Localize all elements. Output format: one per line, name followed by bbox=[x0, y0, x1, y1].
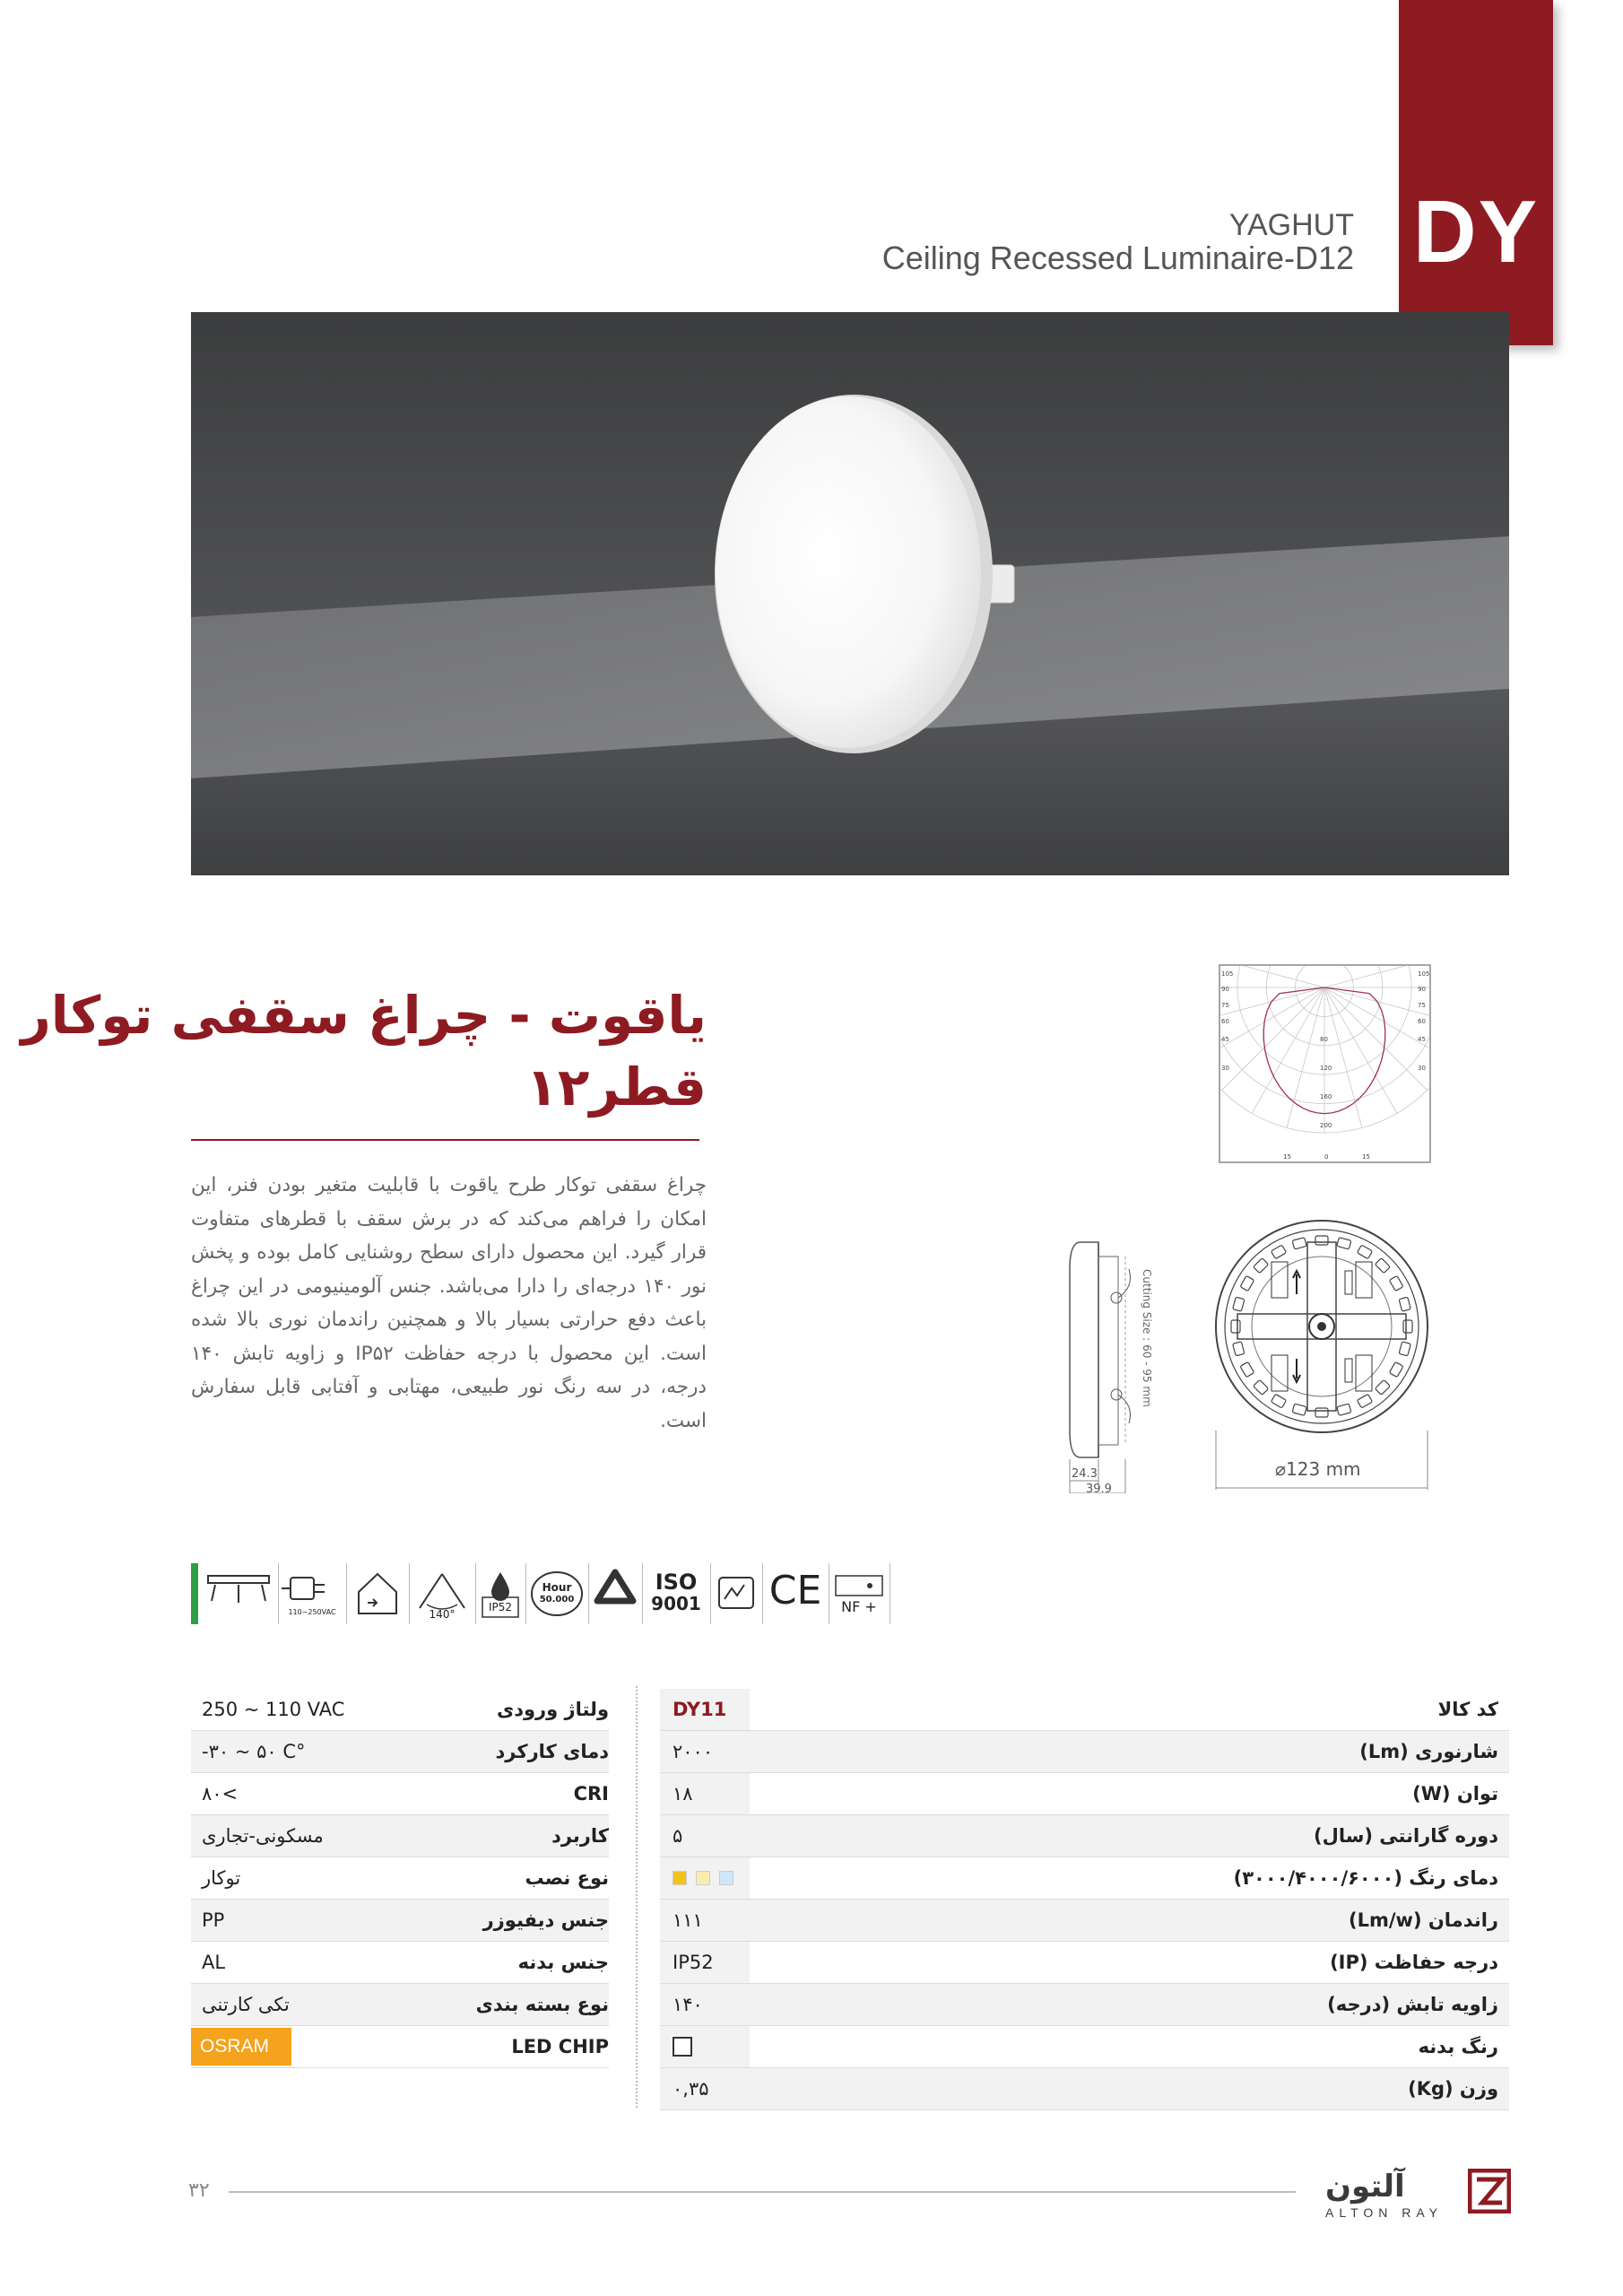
color-temp-swatch bbox=[673, 1871, 687, 1885]
icon-caption: 110~250VAC bbox=[288, 1608, 336, 1616]
icons-accent-bar bbox=[191, 1563, 198, 1624]
spec-value: AL bbox=[202, 1952, 226, 1973]
spec-value: -۳۰ ~ ۵۰ C° bbox=[202, 1741, 306, 1762]
color-temp-swatch bbox=[719, 1871, 733, 1885]
polar-angle-label: 60 bbox=[1418, 1018, 1426, 1025]
rim-slot bbox=[1357, 1394, 1372, 1408]
polar-angle-label: 0 bbox=[1324, 1153, 1329, 1161]
spec-row bbox=[191, 1900, 609, 1942]
spec-value: ۱۴۰ bbox=[673, 1994, 703, 2015]
spec-label: دمای رنگ (۳۰۰۰/۴۰۰۰/۶۰۰۰) bbox=[1233, 1867, 1498, 1889]
rim-slot bbox=[1240, 1361, 1254, 1377]
spec-row bbox=[660, 1689, 1509, 1731]
spec-label: CRI bbox=[573, 1783, 609, 1805]
spec-label: نوع بسته بندی bbox=[475, 1994, 609, 2015]
spec-label: دوره گارانتی (سال) bbox=[1314, 1825, 1498, 1847]
spec-row bbox=[660, 1984, 1509, 2026]
national-standard-icon bbox=[710, 1563, 763, 1624]
rim-slot bbox=[1389, 1361, 1403, 1377]
rim-slot bbox=[1357, 1245, 1372, 1259]
rim-slot bbox=[1337, 1238, 1351, 1249]
spec-value: 250 ~ 110 VAC bbox=[202, 1699, 345, 1720]
spec-label: ولتاژ ورودی bbox=[496, 1699, 609, 1720]
spec-row bbox=[660, 1857, 1509, 1900]
rim-slot bbox=[1292, 1404, 1306, 1415]
rim-slot bbox=[1292, 1238, 1306, 1249]
product-name: YAGHUT bbox=[1228, 208, 1354, 242]
polar-radial-label: 160 bbox=[1320, 1093, 1332, 1100]
table-divider bbox=[636, 1686, 638, 2108]
spec-row bbox=[191, 1857, 609, 1900]
polar-angle-label: 15 bbox=[1362, 1153, 1370, 1161]
spec-value: PP bbox=[202, 1909, 225, 1931]
brand-logo-icon bbox=[1468, 2169, 1511, 2213]
spec-value: DY11 bbox=[673, 1699, 727, 1720]
page-number: ۳۲ bbox=[188, 2179, 210, 2202]
dim-depth-1: 24.3 bbox=[1072, 1467, 1098, 1481]
title-underline bbox=[191, 1139, 699, 1141]
spec-value: ۸۰< bbox=[202, 1783, 239, 1805]
spec-value: ۱۸ bbox=[673, 1783, 693, 1805]
spec-row bbox=[191, 1815, 609, 1857]
spec-label: کد کالا bbox=[1437, 1699, 1498, 1720]
beam-angle-icon bbox=[409, 1563, 476, 1624]
title-line-1: یاقوت - چراغ سقفی توکار bbox=[21, 985, 707, 1046]
ce-mark-icon bbox=[762, 1563, 829, 1624]
spec-label: توان (W) bbox=[1412, 1783, 1498, 1805]
polar-angle-label: 90 bbox=[1221, 986, 1229, 993]
spec-label: جنس دیفیوزر bbox=[482, 1909, 609, 1931]
polar-radial-label: 120 bbox=[1320, 1065, 1332, 1072]
spec-row bbox=[191, 1984, 609, 2026]
rim-slot bbox=[1271, 1245, 1286, 1259]
polar-angle-label: 45 bbox=[1221, 1036, 1229, 1043]
spec-value: ۵ bbox=[673, 1825, 683, 1847]
top-view-drawing bbox=[1211, 1215, 1433, 1493]
polar-radial-label: 200 bbox=[1320, 1122, 1332, 1129]
polar-radial-label: 80 bbox=[1320, 1036, 1328, 1043]
spec-label: رنگ بدنه bbox=[1418, 2036, 1498, 2057]
icon-caption: CE bbox=[768, 1568, 822, 1613]
product-code: DY bbox=[1412, 182, 1540, 281]
spec-value: مسکونی-تجاری bbox=[202, 1825, 324, 1847]
polar-angle-label: 90 bbox=[1418, 986, 1426, 993]
spec-label: نوع نصب bbox=[525, 1867, 609, 1889]
product-title bbox=[21, 979, 707, 1123]
spec-row bbox=[191, 1689, 609, 1731]
icon-caption: 140° bbox=[429, 1608, 456, 1621]
rim-slot bbox=[1240, 1275, 1254, 1291]
brand-name-en: ALTON RAY bbox=[1325, 2205, 1444, 2220]
rim-slot bbox=[1271, 1394, 1286, 1408]
product-code-tab bbox=[1399, 0, 1553, 345]
rim-slot bbox=[1337, 1404, 1351, 1415]
recycle-icon bbox=[588, 1563, 643, 1624]
spec-row bbox=[660, 1773, 1509, 1815]
spec-value: IP52 bbox=[673, 1952, 714, 1973]
rim-slot bbox=[1233, 1297, 1245, 1311]
title-line-2: قطر۱۲ bbox=[525, 1057, 707, 1118]
spec-row bbox=[660, 1731, 1509, 1773]
spec-label: زاویه تابش (درجه) bbox=[1327, 1994, 1498, 2015]
icon-caption: IP52 bbox=[488, 1601, 513, 1613]
icon-caption: 50.000 bbox=[539, 1595, 575, 1605]
spec-row bbox=[660, 2026, 1509, 2068]
icon-caption: NF + bbox=[841, 1598, 877, 1615]
spec-label: دمای کارکرد bbox=[495, 1741, 609, 1762]
diameter-label: ⌀123 mm bbox=[1275, 1458, 1361, 1480]
rim-slot bbox=[1375, 1258, 1390, 1274]
product-description: چراغ سقفی توکار طرح یاقوت با قابلیت متغیر بودن فنر، این امکان را فراهم می‌کند که در برش سقف با قطرهای متفاوت قرار گیرد. این محصول دارای سطح روشنایی کامل بوده و پخش نور ۱۴۰ درجه‌ای را دارا می‌باشد. جنس آلومینیومی در این چراغ باعث دفع حرارتی بسیار بالا و همچنین راندمان نوری بالا شده است. این محصول با درجه حفاظت IP۵۲ و زاویه تابش ۱۴۰ درجه، در سه رنگ نور طبیعی، مهتابی و آفتابی قابل سفارش است. bbox=[191, 1174, 707, 1432]
polar-angle-label: 75 bbox=[1221, 1002, 1229, 1009]
rim-slot bbox=[1233, 1342, 1245, 1356]
led-chip-brand-badge: OSRAM bbox=[191, 2028, 291, 2066]
spec-row bbox=[660, 1815, 1509, 1857]
brand-name-fa: آلتون bbox=[1325, 2169, 1405, 2205]
icon-caption: Hour bbox=[542, 1581, 572, 1594]
polar-angle-label: 60 bbox=[1221, 1018, 1229, 1025]
spec-row bbox=[191, 1773, 609, 1815]
spec-row bbox=[660, 2068, 1509, 2110]
rim-slot bbox=[1375, 1379, 1390, 1395]
product-photo bbox=[191, 312, 1509, 875]
side-view-drawing bbox=[1063, 1215, 1179, 1493]
polar-angle-label: 15 bbox=[1283, 1153, 1291, 1161]
indoor-house-icon bbox=[346, 1563, 410, 1624]
rim-slot bbox=[1254, 1258, 1269, 1274]
polar-angle-label: 30 bbox=[1221, 1065, 1229, 1072]
body-color-swatch bbox=[673, 2037, 692, 2057]
rim-slot bbox=[1403, 1320, 1412, 1333]
spec-row bbox=[660, 1900, 1509, 1942]
spec-value: توکار bbox=[202, 1867, 241, 1889]
ip-rating-icon bbox=[475, 1563, 526, 1624]
cutting-size-label: Cutting Size : 60 - 95 mm bbox=[1141, 1269, 1153, 1407]
lifetime-icon bbox=[525, 1563, 589, 1624]
icon-caption: ISO bbox=[655, 1570, 698, 1595]
spec-value: ۲۰۰۰ bbox=[673, 1741, 714, 1762]
spec-row bbox=[191, 1731, 609, 1773]
polar-angle-label: 75 bbox=[1418, 1002, 1426, 1009]
spec-value: ۱۱۱ bbox=[673, 1909, 703, 1931]
spec-label: وزن (Kg) bbox=[1408, 2078, 1498, 2100]
color-temp-swatch bbox=[696, 1871, 710, 1885]
rim-slot bbox=[1399, 1297, 1410, 1311]
rim-slot bbox=[1315, 1236, 1328, 1245]
rim-slot bbox=[1254, 1379, 1269, 1395]
spec-row bbox=[191, 1942, 609, 1984]
rim-slot bbox=[1315, 1408, 1328, 1417]
dim-depth-2: 39.9 bbox=[1086, 1483, 1112, 1493]
rim-slot bbox=[1399, 1342, 1410, 1356]
spec-label: راندمان (Lm/w) bbox=[1349, 1909, 1498, 1931]
spec-row bbox=[191, 2026, 609, 2068]
polar-angle-label: 30 bbox=[1418, 1065, 1426, 1072]
rim-slot bbox=[1231, 1320, 1240, 1333]
ceiling-recessed-icon bbox=[199, 1563, 279, 1624]
polar-light-distribution bbox=[1219, 964, 1431, 1163]
spec-value: ۰,۳۵ bbox=[673, 2078, 709, 2100]
rim-slot bbox=[1389, 1275, 1403, 1291]
spec-label: جنس بدنه bbox=[517, 1952, 609, 1973]
iso-icon bbox=[642, 1563, 711, 1624]
spec-label: شارنوری (Lm) bbox=[1359, 1741, 1498, 1762]
spec-row bbox=[660, 1942, 1509, 1984]
driver-voltage-icon bbox=[278, 1563, 347, 1624]
icon-caption: 9001 bbox=[651, 1593, 701, 1614]
polar-angle-label: 105 bbox=[1221, 970, 1234, 978]
spec-value: تکی کارتنی bbox=[202, 1994, 290, 2015]
spec-label: درجه حفاظت (IP) bbox=[1330, 1952, 1498, 1973]
product-subtitle: Ceiling Recessed Luminaire-D12 bbox=[881, 239, 1354, 276]
wiring-icon bbox=[829, 1563, 890, 1624]
spec-label: LED CHIP bbox=[511, 2036, 609, 2057]
footer-rule bbox=[229, 2191, 1296, 2193]
polar-angle-label: 105 bbox=[1418, 970, 1430, 978]
polar-angle-label: 45 bbox=[1418, 1036, 1426, 1043]
spec-label: کاربرد bbox=[551, 1825, 609, 1847]
